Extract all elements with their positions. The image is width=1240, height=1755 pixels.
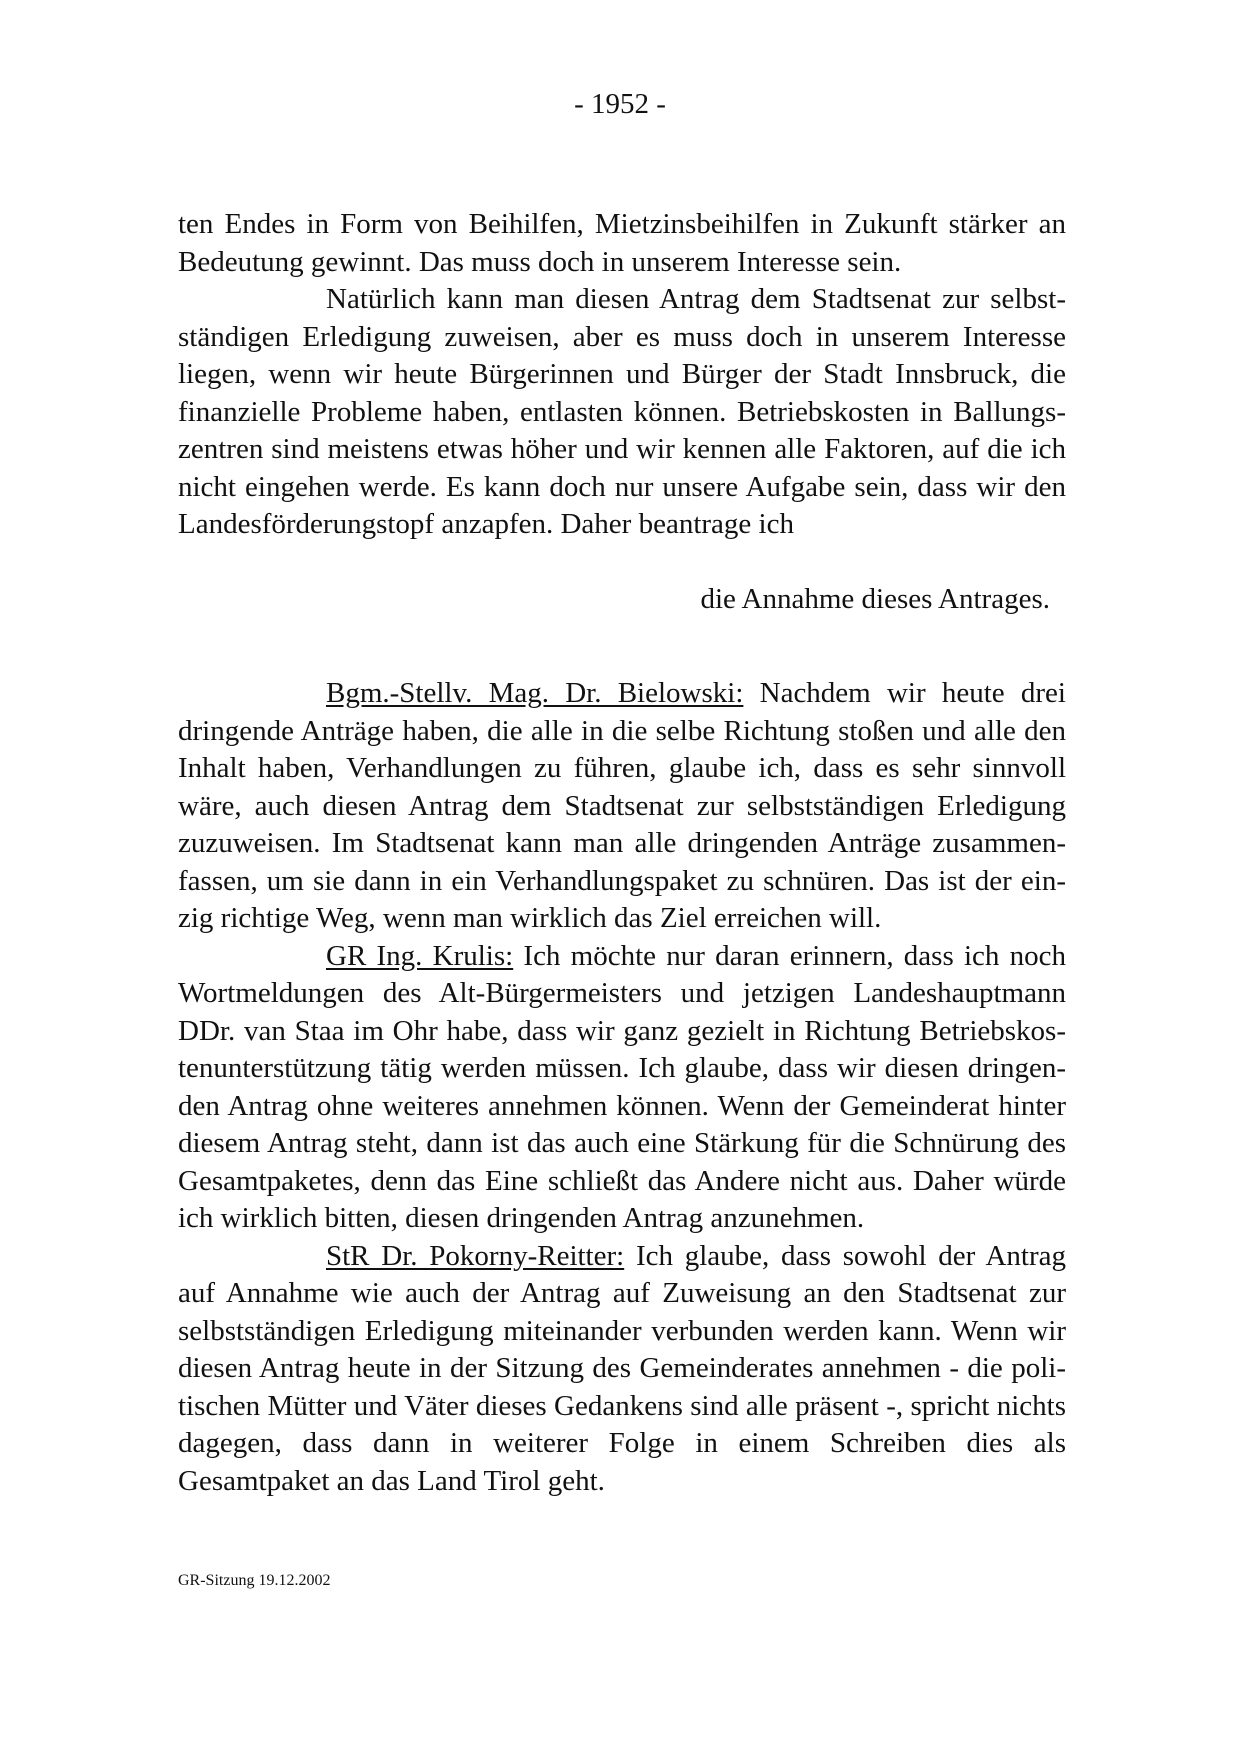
paragraph-pokorny	[178, 1238, 1066, 1501]
paragraph-krulis	[178, 938, 1066, 1238]
page-number: - 1952 -	[574, 88, 666, 120]
paragraph-bielowski	[178, 675, 1066, 938]
speaker-bielowski: Bgm.-Stellv. Mag. Dr. Bielowski:	[326, 677, 744, 709]
statement-krulis: Ich möchte nur daran erinnern, dass ich noch Wortmeldungen des Alt-Bürgermeisters und jetzigen Landeshauptmann DDr. van Staa im Ohr habe, dass wir ganz gezielt in Richtung Betriebskostenunterstützung tätig werden müssen. Ich glaube, dass wir diesen dringenden Antrag ohne weiteres annehmen können. Wenn der Gemeinderat hinter diesem Antrag steht, dann ist das auch eine Stärkung für die Schnürung des Gesamtpaketes, denn das Eine schließt das Andere nicht aus. Daher würde ich wirklich bitten, diesen dringenden Antrag anzunehmen.	[178, 939, 1066, 1234]
paragraph-motion: Natürlich kann man diesen Antrag dem Stadtsenat zur selbstständigen Erledigung zuweisen, aber es muss doch in unserem Interesse liegen, wenn wir heute Bürgerinnen und Bürger der Stadt Innsbruck, die finanzielle Probleme haben, entlasten können. Betriebskosten in Ballungszentren sind meistens etwas höher und wir kennen alle Faktoren, auf die ich nicht eingehen werde. Es kann doch nur unsere Aufgabe sein, dass wir den Landesförderungstopf anzapfen. Daher beantrage ich	[178, 283, 1066, 540]
speaker-pokorny: StR Dr. Pokorny-Reitter:	[326, 1239, 625, 1272]
statement-pokorny: Ich glaube, dass sowohl der Antrag auf Annahme wie auch der Antrag auf Zuweisung an den Stadtsenat zur selbstständigen Erledigung miteinander verbunden werden kann. Wenn wir diesen Antrag heute in der Sitzung des Gemeinderates annehmen - die politischen Mütter und Väter dieses Gedankens sind alle präsent -, spricht nichts dagegen, dass dann in weiterer Folge in einem Schreiben dies als Gesamtpaket an das Land Tirol geht.	[178, 1239, 1066, 1497]
paragraph-continuation: ten Endes in Form von Beihilfen, Mietzinsbeihilfen in Zukunft stärker an Bedeutung gewinnt. Das muss doch in unserem Interesse sein.	[178, 208, 1066, 278]
speaker-krulis: GR Ing. Krulis:	[326, 939, 514, 972]
closing-line: die Annahme dieses Antrages.	[700, 582, 1050, 615]
statement-bielowski: Nachdem wir heute drei dringende Anträge haben, die alle in die selbe Richtung stoßen und alle den Inhalt haben, Verhandlungen zu führen, glaube ich, dass es sehr sinnvoll wäre, auch diesen Antrag dem Stadtsenat zur selbstständigen Erledigung zuzuweisen. Im Stadtsenat kann man alle dringenden Anträge zusammenfassen, um sie dann in ein Verhandlungspaket zu schnüren. Das ist der einzig richtige Weg, wenn man wirklich das Ziel erreichen will.	[178, 677, 1066, 934]
document-body	[178, 206, 1066, 1500]
footer-session-date: GR-Sitzung 19.12.2002	[178, 1572, 331, 1589]
